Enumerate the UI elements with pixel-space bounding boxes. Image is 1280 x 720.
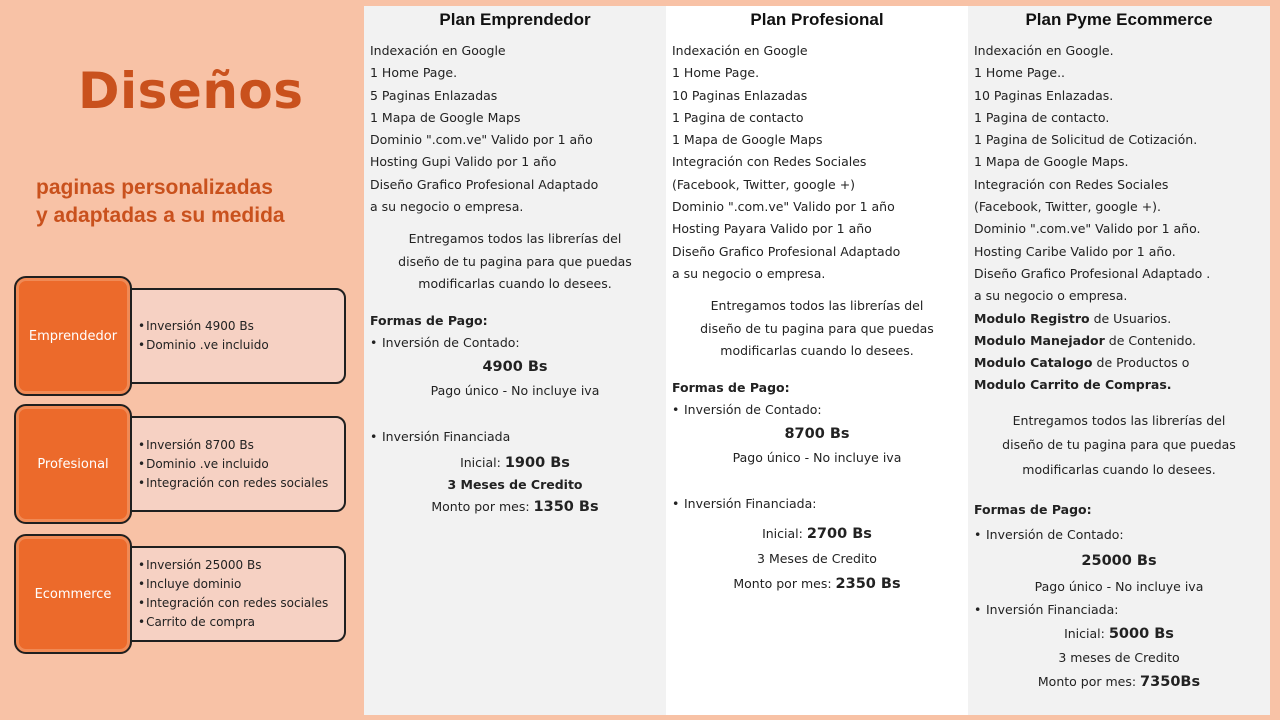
payment-cash-note: Pago único - No incluye iva: [732, 449, 902, 465]
libraries-line: modificarlas cuando lo desees.: [1022, 461, 1216, 477]
tier-item: • Dominio .ve incluido: [138, 336, 269, 355]
feature-item: 1 Home Page.: [672, 65, 760, 81]
subtitle-line-2: y adaptadas a su medida: [36, 204, 285, 227]
initial-value: 1900 Bs: [504, 454, 570, 471]
tier-item: • Integración con redes sociales: [138, 474, 328, 493]
tier-emprendedor-badge: Emprendedor: [14, 276, 132, 396]
feature-item: 10 Paginas Enlazadas.: [974, 87, 1114, 103]
feature-item: Diseño Grafico Profesional Adaptado .: [974, 265, 1211, 281]
plan-column-emprendedor: [364, 6, 666, 715]
feature-list: [672, 40, 962, 285]
module-desc: de Productos o: [1092, 355, 1190, 371]
payment-financed-label: • Inversión Financiada:: [974, 599, 1264, 621]
payment-monthly: [370, 496, 660, 518]
libraries-line: modificarlas cuando lo desees.: [418, 276, 612, 292]
feature-item: Indexación en Google: [672, 43, 808, 58]
feature-item: Integración con Redes Sociales: [974, 176, 1169, 192]
module-item: [974, 374, 1264, 396]
feature-item: a su negocio o empresa.: [974, 288, 1128, 304]
payment-months: 3 meses de Credito: [1058, 650, 1180, 666]
payment-cash-note: Pago único - No incluye iva: [430, 382, 600, 398]
plan-header: Plan Emprendedor: [439, 10, 591, 29]
feature-item: a su negocio o empresa.: [672, 265, 826, 281]
feature-item: Dominio ".com.ve" Valido por 1 año.: [974, 221, 1201, 237]
feature-item: 1 Home Page..: [974, 65, 1066, 81]
feature-item: Indexación en Google: [370, 43, 506, 58]
initial-value: 5000 Bs: [1108, 626, 1174, 643]
module-desc: de Contenido.: [1104, 332, 1196, 348]
module-name: Modulo Catalogo: [974, 355, 1093, 371]
libraries-line: Entregamos todos las librerías del: [710, 298, 924, 314]
tier-item: • Dominio .ve incluido: [138, 455, 328, 474]
feature-item: Hosting Caribe Valido por 1 año.: [974, 243, 1176, 259]
payment-cash-note: Pago único - No incluye iva: [1034, 579, 1204, 595]
feature-item: a su negocio o empresa.: [370, 199, 524, 215]
libraries-line: diseño de tu pagina para que puedas: [398, 253, 632, 269]
libraries-line: modificarlas cuando lo desees.: [720, 343, 914, 359]
feature-item: 1 Pagina de contacto: [672, 109, 804, 125]
payment-months: 3 Meses de Credito: [757, 550, 877, 566]
payment-heading: Formas de Pago:: [370, 312, 488, 328]
initial-value: 2700 Bs: [806, 525, 872, 542]
module-name: Modulo Manejador: [974, 332, 1105, 348]
monthly-label: Monto por mes:: [431, 498, 530, 514]
tier-ecommerce-badge: Ecommerce: [14, 534, 132, 654]
payment-initial: [370, 452, 660, 474]
libraries-note: [370, 228, 660, 296]
feature-item: Diseño Grafico Profesional Adaptado: [370, 176, 599, 192]
payment-initial: [974, 621, 1264, 647]
libraries-line: diseño de tu pagina para que puedas: [1002, 437, 1236, 453]
initial-label: Inicial:: [1064, 626, 1105, 642]
tier-ecommerce-details: [104, 546, 346, 642]
feature-item: Integración con Redes Sociales: [672, 154, 867, 170]
feature-list: [974, 40, 1264, 397]
payment-cash-label: • Inversión de Contado:: [672, 399, 962, 421]
payment-financed-label: • Inversión Financiada:: [672, 493, 962, 515]
monthly-label: Monto por mes:: [733, 575, 832, 591]
payment-cash-label: • Inversión de Contado:: [370, 332, 660, 354]
module-name: Modulo Registro: [974, 310, 1090, 326]
module-item: [974, 352, 1264, 374]
plans-table: [364, 6, 1270, 715]
libraries-note: [974, 409, 1264, 483]
monthly-value: 2350 Bs: [835, 575, 901, 592]
initial-label: Inicial:: [762, 525, 803, 541]
payment-months: 3 Meses de Credito: [447, 476, 583, 492]
feature-item: 1 Pagina de Solicitud de Cotización.: [974, 132, 1198, 148]
payment-monthly: [974, 669, 1264, 695]
feature-item: 1 Mapa de Google Maps: [672, 132, 823, 148]
payment-monthly: [672, 571, 962, 597]
payment-cash-price: 4900 Bs: [482, 358, 548, 375]
feature-item: Diseño Grafico Profesional Adaptado: [672, 243, 901, 259]
libraries-line: diseño de tu pagina para que puedas: [700, 320, 934, 336]
tier-item: • Integración con redes sociales: [138, 594, 328, 613]
module-item: [974, 330, 1264, 352]
monthly-value: 7350Bs: [1140, 674, 1201, 691]
subtitle-line-1: paginas personalizadas: [36, 176, 273, 199]
payment-financed-label: • Inversión Financiada: [370, 426, 660, 448]
feature-item: (Facebook, Twitter, google +).: [974, 199, 1162, 215]
tier-profesional-badge: Profesional: [14, 404, 132, 524]
libraries-note: [672, 295, 962, 363]
plan-header: Plan Profesional: [750, 10, 884, 29]
page-title: Diseños: [78, 62, 304, 120]
tier-emprendedor-details: [104, 288, 346, 384]
feature-item: Hosting Gupi Valido por 1 año: [370, 154, 557, 170]
monthly-label: Monto por mes:: [1037, 674, 1137, 690]
payment-cash-price: 25000 Bs: [1081, 553, 1157, 570]
feature-item: Dominio ".com.ve" Valido por 1 año: [672, 199, 895, 215]
feature-item: 10 Paginas Enlazadas: [672, 87, 808, 103]
feature-item: 1 Mapa de Google Maps.: [974, 154, 1129, 170]
feature-item: 5 Paginas Enlazadas: [370, 87, 498, 103]
payment-cash-price: 8700 Bs: [784, 425, 850, 442]
module-desc: de Usuarios.: [1089, 310, 1172, 326]
feature-list: [370, 40, 660, 218]
feature-item: 1 Home Page.: [370, 65, 458, 81]
plan-column-pyme-ecommerce: [968, 6, 1270, 715]
payment-initial: [672, 521, 962, 547]
tier-item: • Inversión 25000 Bs: [138, 556, 328, 575]
payment-heading: Formas de Pago:: [974, 502, 1092, 518]
monthly-value: 1350 Bs: [533, 498, 599, 515]
tier-profesional-details: [104, 416, 346, 512]
tier-item: • Incluye dominio: [138, 575, 328, 594]
libraries-line: Entregamos todos las librerías del: [408, 231, 622, 247]
plan-header: Plan Pyme Ecommerce: [1025, 10, 1213, 29]
module-item: [974, 308, 1264, 330]
payment-heading: Formas de Pago:: [672, 379, 790, 395]
initial-label: Inicial:: [460, 454, 501, 470]
feature-item: Hosting Payara Valido por 1 año: [672, 221, 872, 237]
tier-item: • Carrito de compra: [138, 613, 328, 632]
tier-item: • Inversión 8700 Bs: [138, 436, 328, 455]
feature-item: Indexación en Google.: [974, 43, 1114, 58]
libraries-line: Entregamos todos las librerías del: [1012, 412, 1226, 428]
tier-item: • Inversión 4900 Bs: [138, 317, 269, 336]
module-name: Modulo Carrito de Compras.: [974, 377, 1172, 393]
feature-item: (Facebook, Twitter, google +): [672, 176, 856, 192]
feature-item: 1 Mapa de Google Maps: [370, 109, 521, 125]
plan-column-profesional: [666, 6, 968, 715]
payment-cash-label: • Inversión de Contado:: [974, 522, 1264, 548]
feature-item: Dominio ".com.ve" Valido por 1 año: [370, 132, 593, 148]
page-subtitle: [36, 174, 285, 230]
feature-item: 1 Pagina de contacto.: [974, 109, 1110, 125]
